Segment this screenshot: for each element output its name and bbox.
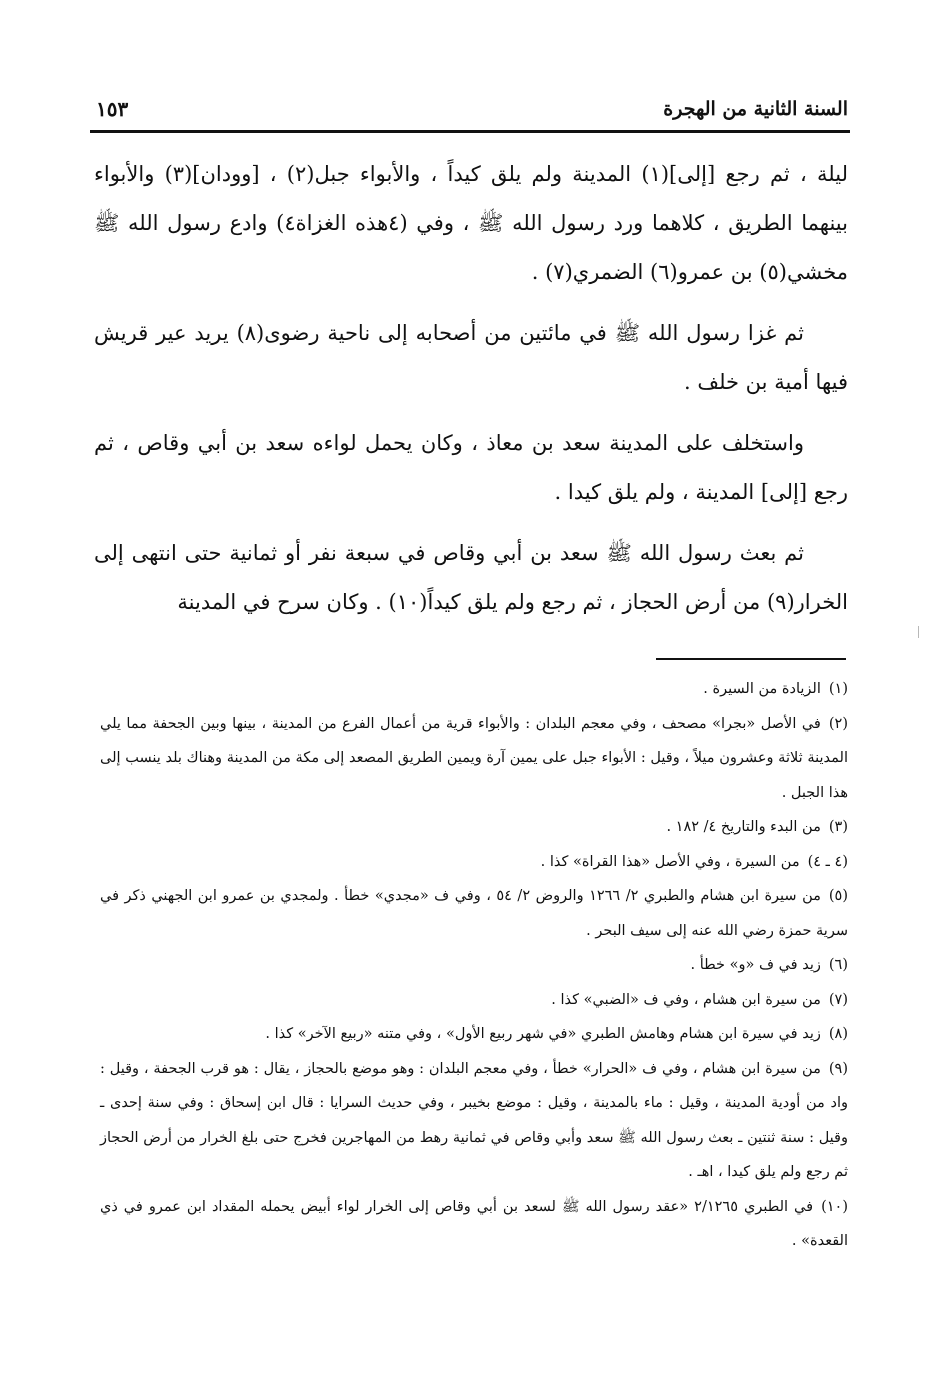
paragraph-3: واستخلف على المدينة سعد بن معاذ ، وكان يحمل لواءه سعد بن أبي وقاص ، ثم رجع [إلى] المدينة ، ولم يلق كيدا . <box>94 431 848 504</box>
footnote-number: (٩) <box>828 1060 848 1077</box>
footnote-text: زيد في سيرة ابن هشام وهامش الطبري «في شهر ربيع الأول» ، وفي متنه «ربيع الآخر» كذا . <box>265 1026 821 1042</box>
footnote-text: في الطبري ٢/١٢٦٥ «عقد رسول الله ﷺ لسعد بن أبي وقاص إلى الخرار لواء أبيض يحمله المقداد ابن عمرو في ذي القعدة» . <box>100 1198 848 1249</box>
footnote-text: من سيرة ابن هشام ، وفي ف «الحرار» خطأ ، وفي معجم البلدان : وهو موضع بالحجاز ، يقال : هو قرب الجحفة ، وقيل : واد من أودية المدينة ، وقيل : ماء بالمدينة ، وقيل : موضع بخيبر ، وفي حديث السرايا : قال ابن إسحاق : وفي سنة إحدى ـ وقيل : سنة ثنتين ـ بعث رسول الله ﷺ سعد وأبي وقاص في ثمانية رهط من المهاجرين فخرج حتى بلغ الخرار من أرض الحجاز ثم رجع ولم يلق كيدا ، اهـ . <box>100 1060 848 1180</box>
footnote-separator <box>656 658 846 660</box>
footnote-text: في الأصل «بجرا» مصحف ، وفي معجم البلدان : والأبواء قرية من أعمال الفرع من المدينة ، بينها وبين الجحفة مما يلي المدينة ثلاثة وعشرون ميلاً ، وقيل : الأبواء جبل على يمين آرة ويمين الطريق المصعد إلى مكة من المدينة وهناك بلد ينسب إلى هذا الجبل . <box>100 715 848 801</box>
running-title: السنة الثانية من الهجرة <box>663 98 848 120</box>
footnote-number: (٧) <box>828 991 848 1008</box>
footnote-7 <box>100 983 848 1018</box>
footnote-text: زيد في ف «و» خطأ . <box>690 957 821 973</box>
footnote-5 <box>100 879 848 948</box>
paragraph-4: ثم بعث رسول الله ﷺ سعد بن أبي وقاص في سبعة نفر أو ثمانية حتى انتهى إلى الخرار(٩) من أرض الحجاز ، ثم رجع ولم يلق كيداً(١٠) . وكان سرح في المدينة <box>94 541 848 614</box>
footnote-number: (١) <box>828 681 848 697</box>
footnote-number: (٢) <box>828 715 848 732</box>
header-rule <box>90 130 850 133</box>
footnote-3 <box>100 810 848 845</box>
footnote-8 <box>100 1017 848 1052</box>
footnote-text: الزيادة من السيرة . <box>703 681 821 697</box>
footnote-4 <box>100 845 848 880</box>
footnote-1 <box>100 672 848 707</box>
footnote-number: (٦) <box>828 957 848 973</box>
page-header <box>96 96 848 134</box>
footnote-number: (٥) <box>828 888 849 904</box>
footnote-number: (٨) <box>828 1026 848 1042</box>
footnote-text: من سيرة ابن هشام ، وفي ف «الضبي» كذا . <box>551 991 821 1008</box>
paragraph-1: ليلة ، ثم رجع [إلى](١) المدينة ولم يلق كيداً ، والأبواء جبل(٢) ، [وودان](٣) والأبواء بينهما الطريق ، كلاهما ورد رسول الله ﷺ ، وفي (٤هذه الغزاة٤) وادع رسول الله ﷺ مخشي(٥) بن عمرو(٦) الضمري(٧) . <box>94 162 848 284</box>
footnote-9 <box>100 1052 848 1190</box>
footnote-10 <box>100 1190 848 1259</box>
footnote-text: من سيرة ابن هشام والطبري ٢/ ١٢٦٦ والروض ٢/ ٥٤ ، وفي ف «مجدي» خطأ . ولمجدي بن عمرو ابن الجهني ذكر في سرية حمزة رضي الله عنه إلى سيف البحر . <box>100 888 848 939</box>
footnote-number: (١٠) <box>821 1198 848 1215</box>
footnote-number: (٣) <box>828 819 848 835</box>
scan-margin-mark <box>918 626 919 638</box>
page-number: ١٥٣ <box>96 97 129 121</box>
footnote-text: من البدء والتاريخ ٤/ ١٨٢ . <box>666 819 821 835</box>
footnotes <box>100 672 848 1259</box>
footnote-2 <box>100 707 848 811</box>
main-text <box>94 150 848 639</box>
footnote-text: من السيرة ، وفي الأصل «هذا القراة» كذا . <box>540 853 800 870</box>
paragraph-2: ثم غزا رسول الله ﷺ في مائتين من أصحابه إلى ناحية رضوى(٨) يريد عير قريش فيها أمية بن خلف . <box>94 321 848 394</box>
footnote-number: (٤ ـ ٤) <box>807 853 848 870</box>
footnote-6 <box>100 948 848 983</box>
